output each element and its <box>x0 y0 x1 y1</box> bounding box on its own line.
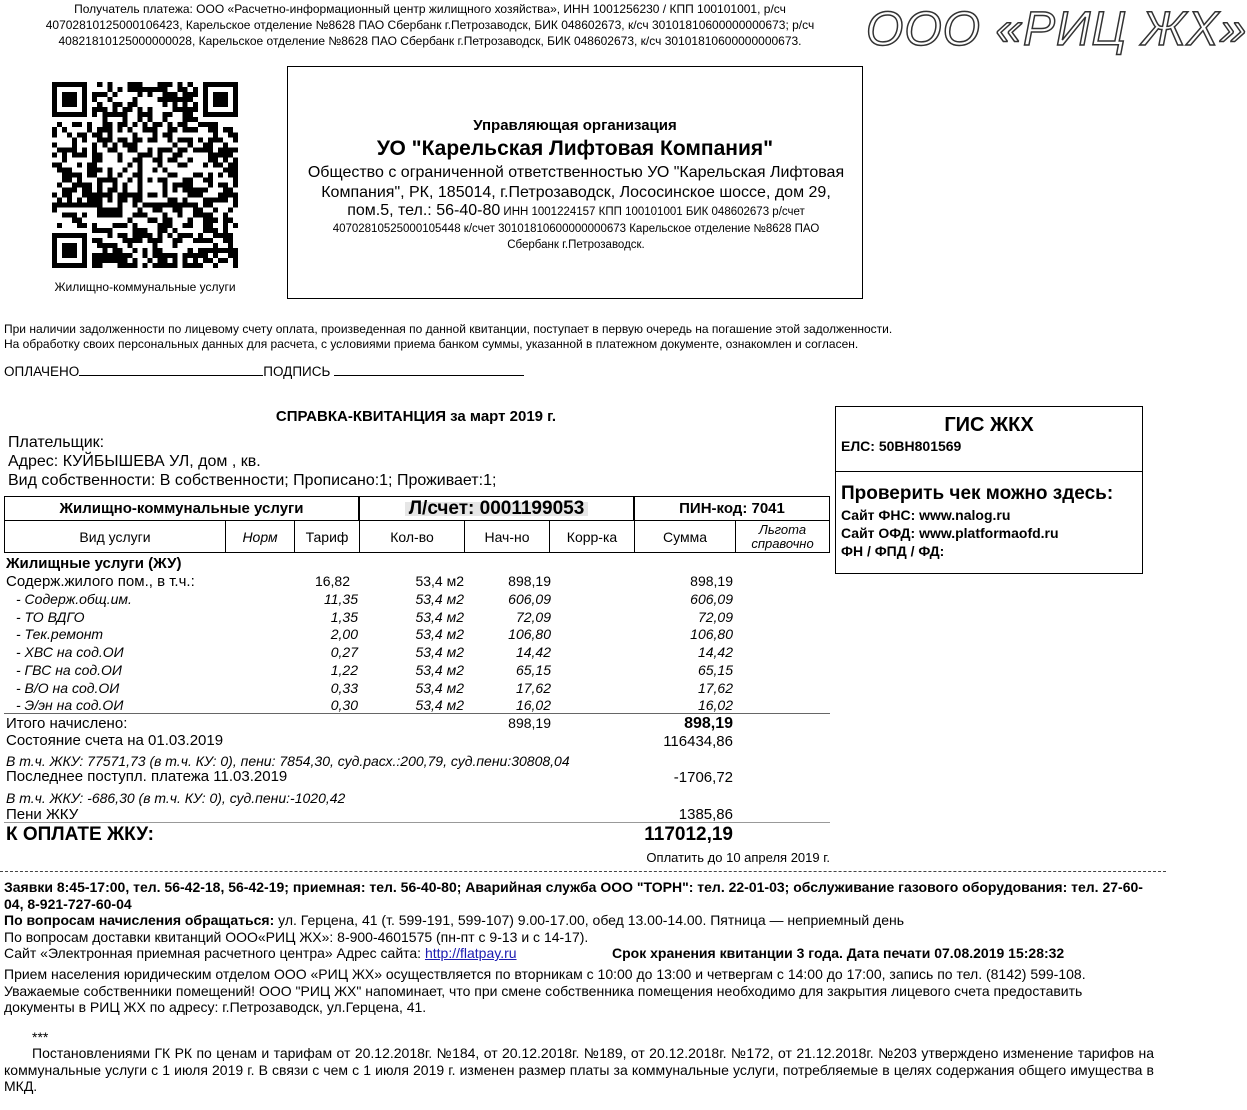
service-name: - ТО ВДГО <box>16 609 85 625</box>
service-name: Содерж.жилого пом., в т.ч.: <box>6 573 195 590</box>
penalty-value: 1385,86 <box>678 806 733 823</box>
tariff-value: 0,27 <box>330 644 358 660</box>
sum-value: 65,15 <box>697 662 733 678</box>
payer-info <box>8 433 496 490</box>
tariff-value: 1,35 <box>330 609 358 625</box>
site-line <box>4 945 1154 962</box>
service-name: - ГВС на сод.ОИ <box>16 662 122 678</box>
gis-title: ГИС ЖКХ <box>944 414 1034 436</box>
service-name: - Э/эн на сод.ОИ <box>16 697 124 713</box>
totals-divider <box>4 713 830 714</box>
check-receipt-label: Проверить чек можно здесь: <box>841 483 1114 504</box>
paid-label: ОПЛАЧЕНО <box>4 364 80 379</box>
gis-divider <box>836 471 1142 472</box>
payment-notice <box>4 322 1154 352</box>
qr-caption: Жилищно-коммунальные услуги <box>54 280 236 294</box>
storage-note: Срок хранения квитанции 3 года. Дата печати 07.08.2019 15:28:32 <box>612 945 1065 961</box>
account-number: Л/счет: 0001199053 <box>405 502 589 516</box>
charged-value: 65,15 <box>515 662 551 678</box>
charges-table-header <box>4 496 830 553</box>
org-desc-line: Общество с ограниченной ответственностью УО "Карельская Лифтовая <box>307 164 845 181</box>
charged-value: 898,19 <box>508 573 551 589</box>
col-charged: Нач-но <box>464 520 550 553</box>
billing-label: По вопросам начисления обращаться: <box>4 912 275 928</box>
sum-value: 17,62 <box>697 680 733 696</box>
footer-info <box>4 879 1154 1095</box>
org-description <box>296 163 856 203</box>
charged-value: 606,09 <box>508 591 551 607</box>
qty-value: 53,4 м2 <box>415 697 464 713</box>
col-sum: Сумма <box>634 520 736 553</box>
sum-value: 72,09 <box>697 609 733 625</box>
notice-line: На обработку своих персональных данных для расчета, с условиями приема банком суммы, указанной в платежном документе, ознакомлен и согласен. <box>4 337 859 351</box>
flatpay-link[interactable]: http://flatpay.ru <box>424 945 517 961</box>
service-name: - Тек.ремонт <box>16 626 104 642</box>
qty-value: 53,4 м2 <box>415 626 464 642</box>
org-kind: Управляющая организация <box>473 117 677 134</box>
billing-line <box>4 912 1154 929</box>
col-benefit: Льгота справочно <box>735 520 830 553</box>
billing-text: ул. Герцена, 41 (т. 599-191, 599-107) 9.00-17.00, обед 13.00-14.00. Пятница — неприемный день <box>274 912 905 928</box>
total-label: Итого начислено: <box>6 715 128 732</box>
signature-line <box>4 363 524 379</box>
pay-divider <box>4 822 830 823</box>
fns-site: Сайт ФНС: www.nalog.ru <box>841 507 1011 523</box>
tariff-value: 0,33 <box>330 680 358 696</box>
penalty-label: Пени ЖКУ <box>6 806 79 823</box>
qty-value: 53,4 м2 <box>415 644 464 660</box>
org-requisites-line: ИНН 1001224157 КПП 100101001 БИК 048602673 р/счет <box>500 206 805 218</box>
col-qty: Кол-во <box>359 520 465 553</box>
section-title: Жилищные услуги (ЖУ) <box>6 555 182 572</box>
col-tariff: Тариф <box>294 520 360 553</box>
to-pay-value: 117012,19 <box>644 824 733 845</box>
org-requisites-line: 40702810525000105448 к/счет 30101810600000000673 Карельское отделение №8628 ПАО <box>332 222 820 235</box>
total-charged: 898,19 <box>508 715 551 731</box>
qr-code <box>52 82 238 268</box>
balance-detail: В т.ч. ЖКУ: 77571,73 (в т.ч. КУ: 0), пени: 7854,30, суд.расх.:200,79, суд.пени:30808,04 <box>6 753 570 769</box>
charged-value: 17,62 <box>515 680 551 696</box>
org-desc-line: Компания", РК, 185014, г.Петрозаводск, Лососинское шоссе, дом 29, <box>321 184 831 201</box>
sum-value: 106,80 <box>690 626 733 642</box>
ofd-site: Сайт ОФД: www.platformaofd.ru <box>841 525 1059 541</box>
last-payment-detail: В т.ч. ЖКУ: -686,30 (в т.ч. КУ: 0), суд.пени:-1020,42 <box>6 790 346 806</box>
charged-value: 106,80 <box>508 626 551 642</box>
org-requisites-line: Сбербанк г.Петрозаводск. <box>507 239 645 251</box>
tariff-value: 1,22 <box>330 662 358 678</box>
delivery-line: По вопросам доставки квитанций ООО«РИЦ ЖХ»: 8-900-4601575 (пн-пт с 9-13 и с 14-17). <box>4 928 589 945</box>
services-header: Жилищно-коммунальные услуги <box>4 496 359 521</box>
col-correction: Корр-ка <box>549 520 635 553</box>
service-name: - ХВС на сод.ОИ <box>16 644 124 660</box>
sum-value: 16,02 <box>697 697 733 713</box>
charged-value: 72,09 <box>515 609 551 625</box>
company-logo: ООО «РИЦ ЖХ» <box>866 3 1247 56</box>
fn-fpd-fd: ФН / ФПД / ФД: <box>841 543 945 559</box>
paid-blank <box>79 363 263 376</box>
pin-code: ПИН-код: 7041 <box>634 496 830 521</box>
qty-value: 53,4 м2 <box>415 680 464 696</box>
sign-label: ПОДПИСЬ <box>263 364 331 379</box>
qty-value: 53,4 м2 <box>415 662 464 678</box>
service-name: - Содерж.общ.им. <box>16 591 132 607</box>
charged-value: 14,42 <box>515 644 551 660</box>
to-pay-label: К ОПЛАТЕ ЖКУ: <box>6 824 154 845</box>
org-requisites <box>298 203 854 254</box>
org-desc-line: пом.5, тел.: 56-40-80 <box>347 202 501 219</box>
recipient-details: Получатель платежа: ООО «Расчетно-информационный центр жилищного хозяйства», ИНН 1001256230 / КПП 100101001, р/сч 40702810125000106423, Карельское отделение №8628 ПАО Сбербанк г.Петрозаводск, БИК 048602673, к/сч 30101810600000000673; р/сч 40821810125000000028, Карельское отделение №8628 ПАО Сбербанк г.Петрозаводск, БИК 048602673, к/сч 30101810600000000673. <box>45 2 815 48</box>
cut-line <box>0 871 1166 872</box>
tariff-value: 11,35 <box>324 591 358 607</box>
last-payment-value: -1706,72 <box>673 769 733 786</box>
sign-blank <box>334 363 524 376</box>
management-organization-box <box>287 66 863 299</box>
col-norm: Норм <box>225 520 295 553</box>
last-payment-label: Последнее поступл. платежа 11.03.2019 <box>6 768 288 785</box>
sum-value: 898,19 <box>690 573 733 589</box>
col-service: Вид услуги <box>4 520 226 553</box>
stars-separator: *** <box>32 1028 49 1045</box>
due-date: Оплатить до 10 апреля 2019 г. <box>646 850 830 865</box>
qty-value: 53,4 м2 <box>415 591 464 607</box>
payer-label: Плательщик: <box>8 434 105 451</box>
qty-value: 53,4 м2 <box>415 609 464 625</box>
tariff-value: 0,30 <box>330 697 358 713</box>
balance-label: Состояние счета на 01.03.2019 <box>6 732 224 749</box>
qty-value: 53,4 м2 <box>415 573 464 589</box>
els-number: ЕЛС: 50ВН801569 <box>841 438 962 454</box>
charged-value: 16,02 <box>515 697 551 713</box>
site-text: Сайт «Электронная приемная расчетного центра» Адрес сайта: <box>4 945 425 961</box>
total-sum: 898,19 <box>684 715 733 732</box>
org-name: УО "Карельская Лифтовая Компания" <box>376 137 774 160</box>
gis-zhkh-box <box>835 406 1143 574</box>
decree-text: Постановлениями ГК РК по ценам и тарифам от 20.12.2018г. №184, от 20.12.2018г. №189, от 20.12.2018г. №172, от 21.12.2018г. №203 утверждено изменение тарифов на коммунальные услуги с 1 июля 2019 г. В связи с чем с 1 июля 2019 г. изменен размер платы за коммунальные услуги, потребляемые в целях содержания общего имущества в МКД. <box>4 1045 1154 1094</box>
legal-line: Прием населения юридическим отделом ООО «РИЦ ЖХ» осуществляется по вторникам с 10:00 до 13:00 и четвергам с 14:00 до 17:00, запись по тел. (8142) 599-108. <box>4 966 1086 982</box>
owners-line: Уважаемые собственники помещений! ООО "РИЦ ЖХ" напоминает, что при смене собственника помещения необходимо для закрытия лицевого счета предоставить документы в РИЦ ЖХ по адресу: г.Петрозаводск, ул.Герцена, 41. <box>4 982 1083 1015</box>
receipt-title: СПРАВКА-КВИТАНЦИЯ за март 2019 г. <box>275 408 557 425</box>
requests-line: Заявки 8:45-17:00, тел. 56-42-18, 56-42-19; приемная: тел. 56-40-80; Аварийная служба ООО "ТОРН": тел. 22-01-03; обслуживание газового оборудования: тел. 27-60-04, 8-921-727-60-04 <box>4 879 1143 912</box>
tariff-value: 2,00 <box>330 626 358 642</box>
account-header <box>359 496 634 521</box>
payer-ownership: Вид собственности: В собственности; Прописано:1; Проживает:1; <box>8 472 497 489</box>
payer-address: Адрес: КУЙБЫШЕВА УЛ, дом , кв. <box>8 453 261 470</box>
balance-value: 116434,86 <box>663 733 733 750</box>
sum-value: 14,42 <box>697 644 733 660</box>
service-name: - В/О на сод.ОИ <box>16 680 120 696</box>
tariff-value: 16,82 <box>314 573 350 589</box>
sum-value: 606,09 <box>690 591 733 607</box>
notice-line: При наличии задолженности по лицевому счету оплата, произведенная по данной квитанции, поступает в первую очередь на погашение этой задолженности. <box>4 322 893 336</box>
